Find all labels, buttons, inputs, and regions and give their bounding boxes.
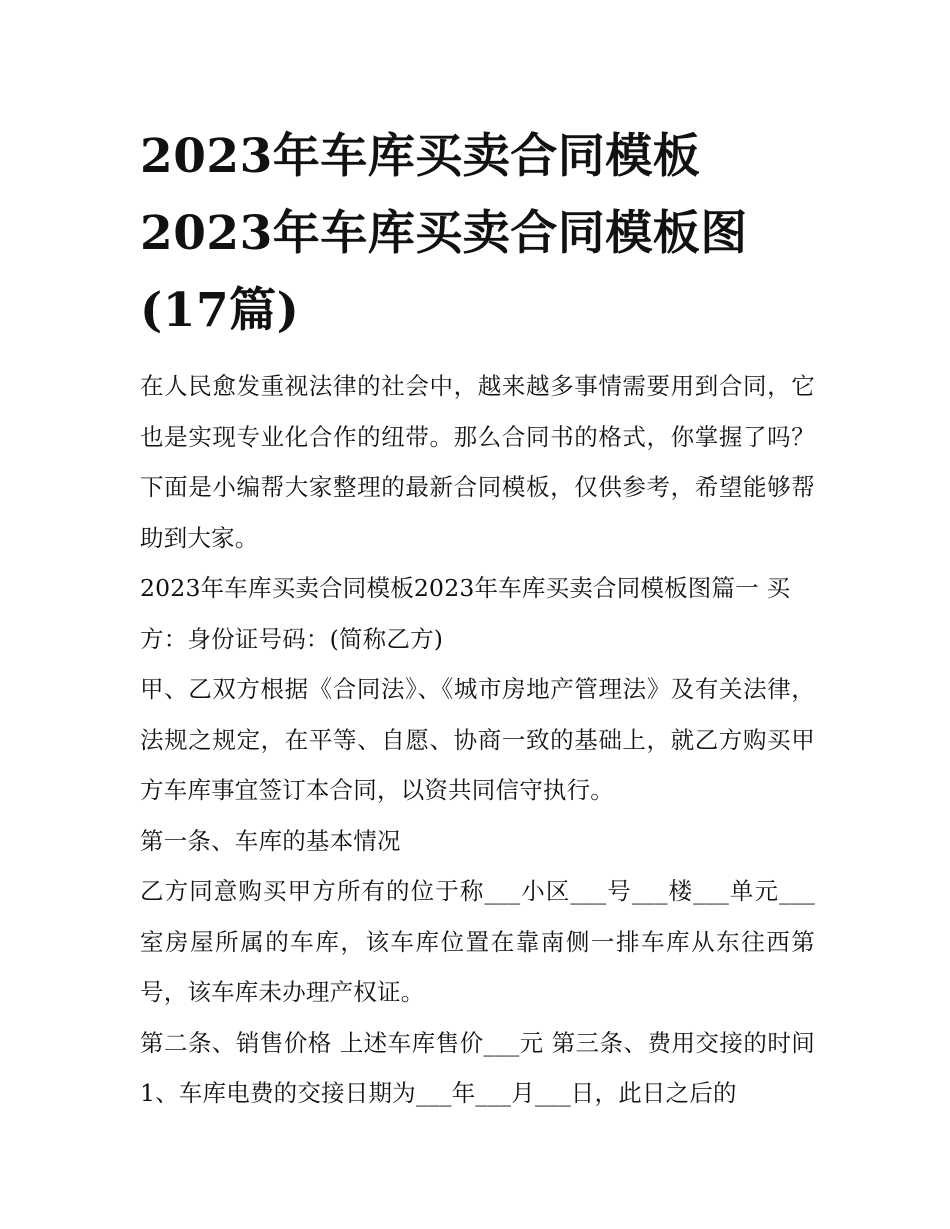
paragraph-buyer: 2023年车库买卖合同模板2023年车库买卖合同模板图篇一 买方：身份证号码：(简称乙方) [140,574,791,653]
document-page [140,118,815,1119]
paragraph-intro: 在人民愈发重视法律的社会中，越来越多事情需要用到合同，它也是实现专业化合作的纽带。那么合同书的格式，你掌握了吗？下面是小编帮大家整理的最新合同模板，仅供参考，希望能够帮助到大家。 [140,372,815,552]
document-title: 2023年车库买卖合同模板 2023年车库买卖合同模板图 (17篇) [140,129,748,338]
paragraph-article-2-3: 第二条、销售价格 上述车库售价___元 第三条、费用交接的时间1、车库电费的交接日期为___年___月___日，此日之后的 [140,1028,815,1107]
paragraph-article-1-heading: 第一条、车库的基本情况 [140,826,401,855]
paragraph-article-1-body: 乙方同意购买甲方所有的位于称___小区___号___楼___单元___室房屋所属的车库，该车库位置在靠南侧一排车库从东往西第号，该车库未办理产权证。 [140,877,815,1006]
paragraph-agreement: 甲、乙双方根据《合同法》、《城市房地产管理法》及有关法律，法规之规定，在平等、自愿、协商一致的基础上，就乙方购买甲方车库事宜签订本合同，以资共同信守执行。 [140,675,815,804]
